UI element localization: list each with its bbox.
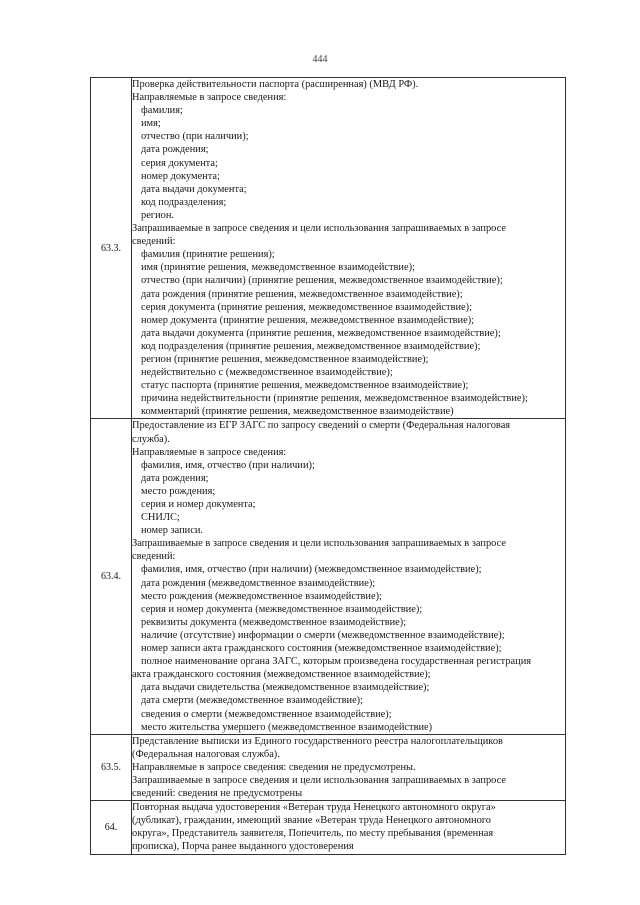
row-number: 63.5. xyxy=(91,734,132,800)
row-number: 63.4. xyxy=(91,419,132,734)
table-row xyxy=(91,78,566,419)
list-item: номер документа; xyxy=(141,170,220,182)
list-item: место рождения; xyxy=(141,485,216,497)
text-line: (дубликат), гражданин, имеющий звание «Ветеран труда Ненецкого автономного xyxy=(132,815,492,827)
row-content xyxy=(132,78,566,419)
list-item: отчество (при наличии); xyxy=(141,131,249,143)
list-item: регион. xyxy=(141,209,174,221)
text-line: Запрашиваемые в запросе сведения и цели использования запрашиваемых в запросе xyxy=(132,223,506,235)
text-line: служба). xyxy=(132,433,170,445)
row-content xyxy=(132,734,566,800)
table-row xyxy=(91,801,566,854)
text-line: Повторная выдача удостоверения «Ветеран труда Ненецкого автономного округа» xyxy=(132,802,496,814)
list-item: реквизиты документа (межведомственное взаимодействие); xyxy=(141,616,407,628)
list-item: серия и номер документа (межведомственное взаимодействие); xyxy=(141,603,423,615)
row-content xyxy=(132,419,566,734)
list-item: серия документа (принятие решения, межведомственное взаимодействие); xyxy=(141,301,472,313)
text-line: акта гражданского состояния (межведомственное взаимодействие); xyxy=(132,669,431,681)
list-item: причина недействительности (принятие решения, межведомственное взаимодействие); xyxy=(141,393,528,405)
list-item: дата рождения; xyxy=(141,472,209,484)
text-line: Предоставление из ЕГР ЗАГС по запросу сведений о смерти (Федеральная налоговая xyxy=(132,420,511,432)
list-item: серия документа; xyxy=(141,157,218,169)
text-line: прописка), Порча ранее выданного удостоверения xyxy=(132,841,354,853)
text-line: округа», Представитель заявителя, Попечитель, по месту пребывания (временная xyxy=(132,828,494,840)
list-item: номер записи. xyxy=(141,525,204,537)
list-item: регион (принятие решения, межведомственное взаимодействие); xyxy=(141,353,429,365)
table-row xyxy=(91,734,566,800)
text-line: сведений: сведения не предусмотрены xyxy=(132,788,303,800)
list-item: код подразделения; xyxy=(141,196,227,208)
list-item: полное наименование органа ЗАГС, которым произведена государственная регистрация xyxy=(141,656,532,668)
list-item: имя; xyxy=(141,118,161,130)
list-item: фамилия, имя, отчество (при наличии) (межведомственное взаимодействие); xyxy=(141,564,482,576)
text-line: сведений: xyxy=(132,551,176,563)
row-content xyxy=(132,801,566,854)
text-line: Представление выписки из Единого государственного реестра налогоплательщиков xyxy=(132,735,503,747)
row-number: 63.3. xyxy=(91,78,132,419)
list-item: статус паспорта (принятие решения, межведомственное взаимодействие); xyxy=(141,380,469,392)
list-item: номер записи акта гражданского состояния (межведомственное взаимодействие); xyxy=(141,643,502,655)
list-item: номер документа (принятие решения, межведомственное взаимодействие); xyxy=(141,314,475,326)
list-item: дата рождения (межведомственное взаимодействие); xyxy=(141,577,376,589)
table-row xyxy=(91,419,566,734)
row-number: 64. xyxy=(91,801,132,854)
list-item: дата выдачи документа (принятие решения, межведомственное взаимодействие); xyxy=(141,327,501,339)
text-line: Проверка действительности паспорта (расширенная) (МВД РФ). xyxy=(132,79,419,90)
list-item: имя (принятие решения, межведомственное взаимодействие); xyxy=(141,262,415,274)
list-item: серия и номер документа; xyxy=(141,499,256,510)
list-item: отчество (при наличии) (принятие решения, межведомственное взаимодействие); xyxy=(141,275,503,287)
list-item: наличие (отсутствие) информации о смерти (межведомственное взаимодействие); xyxy=(141,629,505,641)
list-item: дата выдачи свидетельства (межведомственное взаимодействие); xyxy=(141,682,430,694)
list-item: место жительства умершего (межведомственное взаимодействие) xyxy=(141,721,433,733)
page-number: 444 xyxy=(312,54,328,65)
text-line: Запрашиваемые в запросе сведения и цели использования запрашиваемых в запросе xyxy=(132,774,506,786)
list-item: комментарий (принятие решения, межведомственное взаимодействие) xyxy=(141,406,454,418)
text-line: Запрашиваемые в запросе сведения и цели использования запрашиваемых в запросе xyxy=(132,538,506,550)
list-item: сведения о смерти (межведомственное взаимодействие); xyxy=(141,708,392,720)
list-item: фамилия (принятие решения); xyxy=(141,249,275,261)
list-item: СНИЛС; xyxy=(141,512,180,524)
text-line: Направляемые в запросе сведения: сведения не предусмотрены. xyxy=(132,761,416,773)
list-item: дата рождения (принятие решения, межведомственное взаимодействие); xyxy=(141,288,463,300)
text-line: Направляемые в запросе сведения: xyxy=(132,92,287,104)
list-item: код подразделения (принятие решения, межведомственное взаимодействие); xyxy=(141,340,481,352)
list-item: дата выдачи документа; xyxy=(141,183,247,195)
list-item: недействительно с (межведомственное взаимодействие); xyxy=(141,367,393,379)
list-item: фамилия, имя, отчество (при наличии); xyxy=(141,459,315,471)
list-item: дата рождения; xyxy=(141,144,209,156)
list-item: дата смерти (межведомственное взаимодействие); xyxy=(141,695,364,707)
text-line: Направляемые в запросе сведения: xyxy=(132,446,287,458)
text-line: сведений: xyxy=(132,236,176,248)
text-line: (Федеральная налоговая служба). xyxy=(132,748,280,760)
list-item: место рождения (межведомственное взаимодействие); xyxy=(141,590,382,602)
list-item: фамилия; xyxy=(141,105,183,117)
services-table xyxy=(90,77,566,855)
